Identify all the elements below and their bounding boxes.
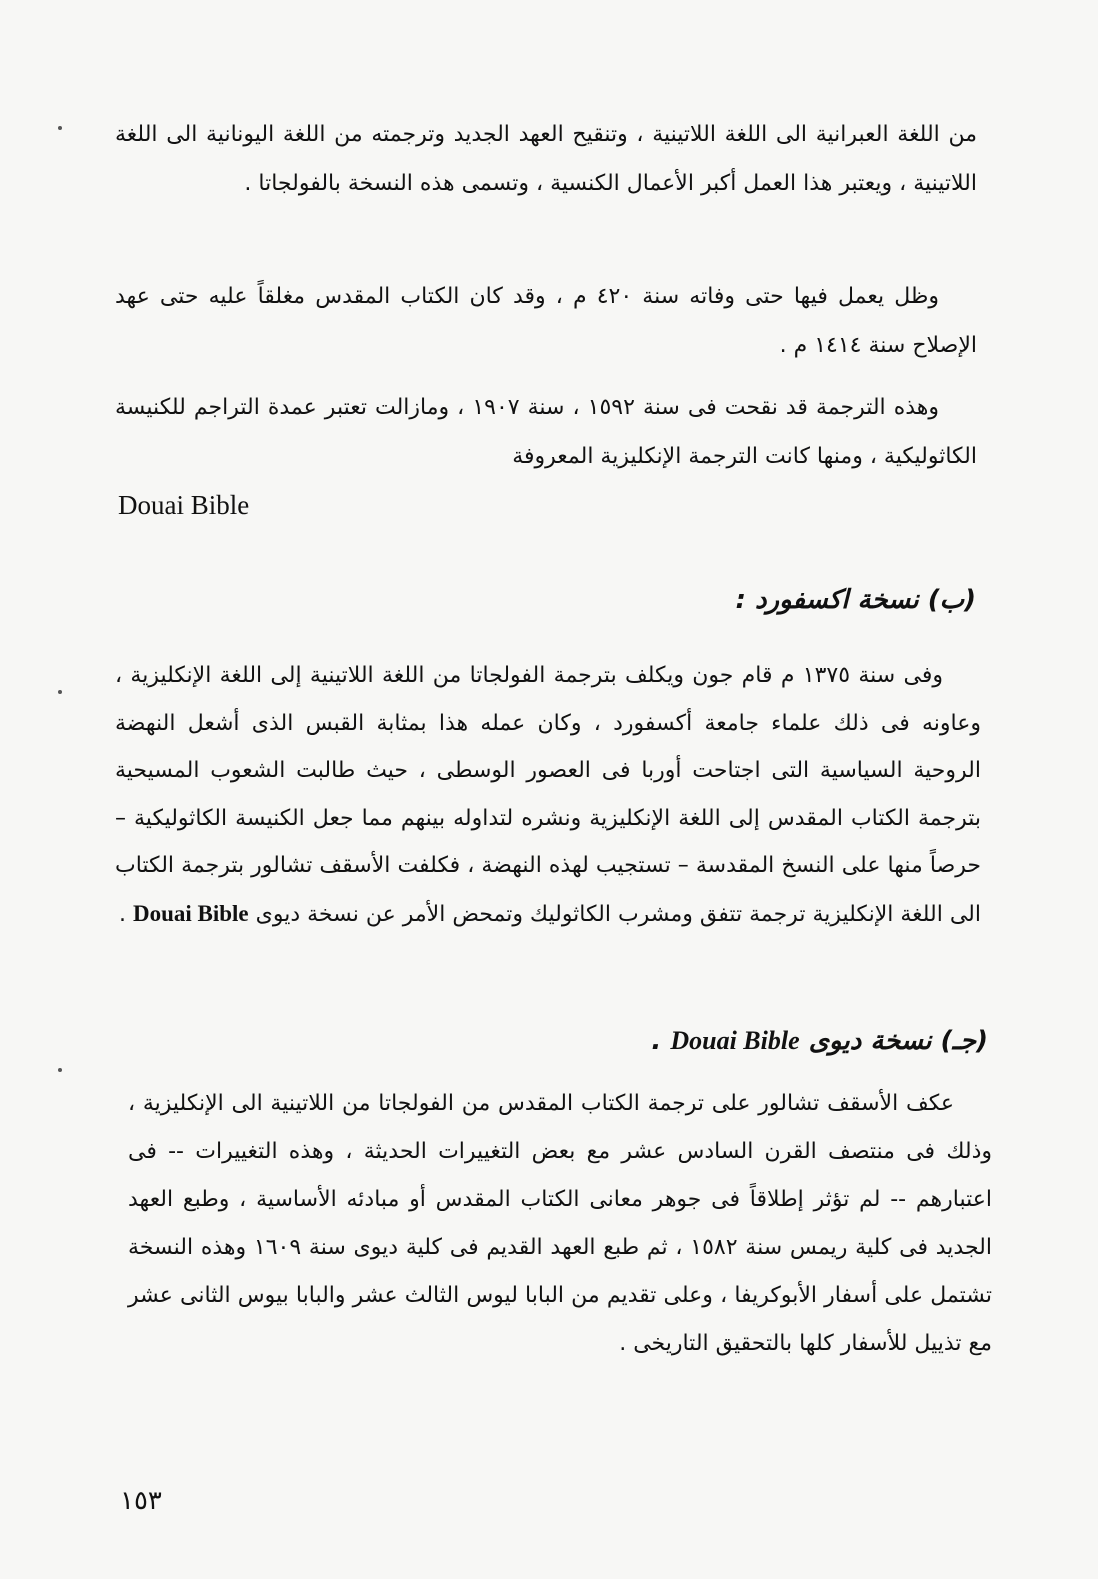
- douai-bible-label: Douai Bible: [118, 490, 250, 520]
- paragraph-vulgate-revisions: وهذه الترجمة قد نقحت فى سنة ١٥٩٢ ، سنة ١٩٠٧ ، ومازالت تعتبر عمدة التراجم للكنيسة الكاثوليكية ، ومنها كانت الترجمة الإنكليزية المعروفة: [115, 395, 977, 469]
- heading-douai-version: [288, 1026, 988, 1056]
- douai-bible-inline: Douai Bible: [132, 900, 249, 926]
- paragraph-oxford-version: [115, 652, 981, 938]
- scan-speck: [58, 1068, 62, 1072]
- page-number: ١٥٣: [120, 1486, 162, 1516]
- scan-speck: [58, 126, 62, 130]
- scan-speck: [58, 690, 62, 694]
- heading-douai-arabic: (جـ) نسخة ديوى: [808, 1026, 988, 1056]
- paragraph-oxford-end: .: [118, 901, 133, 927]
- heading-douai-latin: Douai Bible: [670, 1026, 800, 1055]
- heading-oxford-version: (ب) نسخة اكسفورد :: [735, 585, 976, 615]
- paragraph-oxford-text: وفى سنة ١٣٧٥ م قام جون ويكلف بترجمة الفولجاتا من اللغة اللاتينية إلى اللغة الإنكليزية ، وعاونه فى ذلك علماء جامعة أكسفورد ، وكان عمله هذا بمثابة القبس الذى أشعل النهضة الروحية السياسية التى اجتاحت أوربا فى العصور الوسطى ، حيث طالبت الشعوب المسيحية بترجمة الكتاب المقدس إلى اللغة الإنكليزية ونشره لتداوله بينهم مما جعل الكنيسة الكاثوليكية – حرصاً منها على النسخ المقدسة – تستجيب لهذه النهضة ، فكلفت الأسقف تشالور بترجمة الكتاب الى اللغة الإنكليزية ترجمة تتفق ومشرب الكاثوليك وتمحض الأمر عن نسخة ديوى: [115, 663, 981, 927]
- heading-douai-end: .: [651, 1026, 671, 1056]
- paragraph-douai-version: عكف الأسقف تشالور على ترجمة الكتاب المقدس من الفولجاتا من اللاتينية الى الإنكليزية ، وذلك فى منتصف القرن السادس عشر مع بعض التغييرات الحديثة ، وهذه التغييرات -- فى اعتبارهم -- لم تؤثر إطلاقاً فى جوهر معانى الكتاب المقدس أو مبادئه الأساسية ، وطبع العهد الجديد فى كلية ريمس سنة ١٥٨٢ ، ثم طبع العهد القديم فى كلية ديوى سنة ١٦٠٩ وهذه النسخة تشتمل على أسفار الأبوكريفا ، وعلى تقديم من البابا ليوس الثالث عشر والبابا بيوس الثانى عشر مع تذييل للأسفار كلها بالتحقيق التاريخى .: [128, 1091, 992, 1356]
- paragraph-vulgate-intro: من اللغة العبرانية الى اللغة اللاتينية ، وتنقيح العهد الجديد وترجمته من اللغة اليونانية الى اللغة اللاتينية ، ويعتبر هذا العمل أكبر الأعمال الكنسية ، وتسمى هذه النسخة بالفولجاتا .: [115, 122, 977, 196]
- paragraph-vulgate-death: وظل يعمل فيها حتى وفاته سنة ٤٢٠ م ، وقد كان الكتاب المقدس مغلقاً عليه حتى عهد الإصلاح سنة ١٤١٤ م .: [115, 284, 977, 358]
